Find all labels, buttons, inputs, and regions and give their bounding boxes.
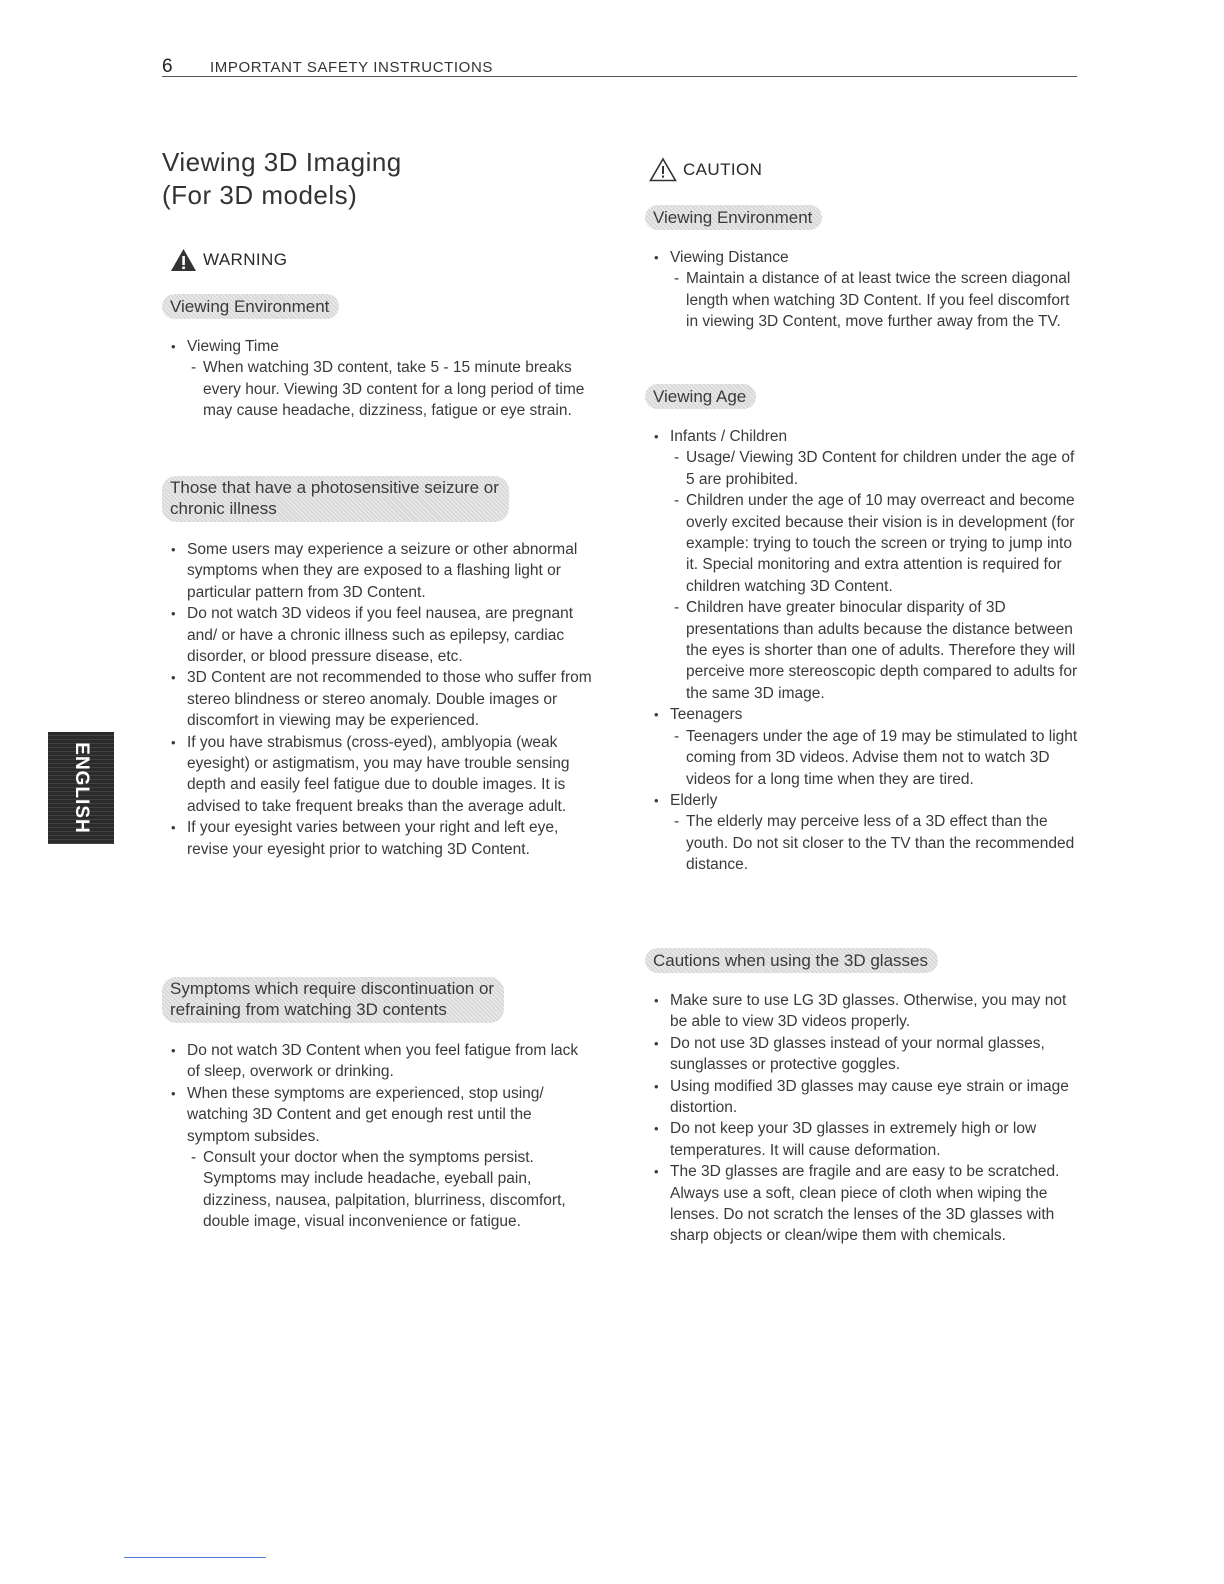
caution-heading	[649, 157, 762, 182]
section-heading-viewing-age: Viewing Age	[645, 384, 756, 409]
warning-label: WARNING	[203, 250, 288, 269]
heading-line2: refraining from watching 3D contents	[170, 1000, 447, 1019]
section-heading-symptoms	[162, 977, 504, 1023]
caution-label: CAUTION	[683, 159, 763, 179]
section-viewing-distance	[645, 247, 1085, 333]
list-item: • Do not use 3D glasses instead of your normal glasses, sunglasses or protective goggles.	[645, 1033, 1085, 1076]
list-item: • Do not watch 3D videos if you feel nausea, are pregnant and/ or have a chronic illness such as epilepsy, cardiac disorder, or blood pressure disease, etc.	[162, 603, 592, 667]
header-title: IMPORTANT SAFETY INSTRUCTIONS	[210, 59, 493, 76]
section-heading-viewing-environment: Viewing Environment	[162, 294, 339, 319]
list-item	[162, 1083, 592, 1233]
section-viewing-age	[645, 426, 1085, 876]
list-item: • Using modified 3D glasses may cause eye strain or image distortion.	[645, 1076, 1085, 1119]
section-3d-glasses	[645, 990, 1085, 1247]
page-title-line1: Viewing 3D Imaging	[162, 147, 402, 177]
page-title-line2: (For 3D models)	[162, 180, 358, 210]
page-title	[162, 146, 402, 212]
list-item	[645, 704, 1085, 790]
list-item	[645, 790, 1085, 876]
warning-icon	[170, 248, 197, 272]
warning-heading	[170, 248, 287, 272]
sub-item-text: - Usage/ Viewing 3D Content for children under the age of 5 are prohibited.	[670, 447, 1085, 490]
list-item-text: • Infants / Children	[670, 428, 788, 445]
list-item: • Make sure to use LG 3D glasses. Otherwise, you may not be able to view 3D videos properly.	[645, 990, 1085, 1033]
sub-item-text: - Maintain a distance of at least twice the screen diagonal length when watching 3D Content. If you feel discomfort in viewing 3D Content, move further away from the TV.	[670, 268, 1085, 332]
sub-item-text: - When watching 3D content, take 5 - 15 minute breaks every hour. Viewing 3D content for a long period of time may cause headache, dizziness, fatigue or eye strain.	[187, 357, 592, 421]
sub-item-text: - Children under the age of 10 may overreact and become overly excited because their vision is in development (for example: trying to touch the screen or trying to jump into it. Special monitoring and extra attention is required for children watching 3D Content.	[670, 490, 1085, 597]
sub-item-text: - The elderly may perceive less of a 3D effect than the youth. Do not sit closer to the TV than the recommended distance.	[670, 811, 1085, 875]
section-photosensitive	[162, 539, 592, 860]
list-item: • The 3D glasses are fragile and are easy to be scratched. Always use a soft, clean piece of cloth when wiping the lenses. Do not scratch the lenses of the 3D glasses with sharp objects or clean/wipe them with chemicals.	[645, 1161, 1085, 1247]
heading-line1: Those that have a photosensitive seizure or	[170, 478, 499, 497]
page-header	[162, 56, 1077, 77]
list-item	[645, 247, 1085, 333]
list-item	[645, 426, 1085, 704]
section-heading-photosensitive	[162, 476, 509, 522]
list-item-text: • Elderly	[670, 791, 718, 809]
list-item: • Some users may experience a seizure or other abnormal symptoms when they are exposed to a flashing light or particular pattern from 3D Content.	[162, 539, 592, 603]
caution-icon	[649, 157, 677, 182]
language-tab-label: ENGLISH	[71, 742, 92, 834]
heading-line2: chronic illness	[170, 499, 277, 518]
sub-item-text: - Teenagers under the age of 19 may be stimulated to light coming from 3D videos. Advise them not to watch 3D videos for a long time when they are tired.	[670, 726, 1085, 790]
list-item: • 3D Content are not recommended to those who suffer from stereo blindness or stereo anomaly. Double images or discomfort in viewing may be experienced.	[162, 667, 592, 731]
footer-rule	[124, 1557, 266, 1558]
section-symptoms	[162, 1040, 592, 1233]
list-item: • Do not keep your 3D glasses in extremely high or low temperatures. It will cause deformation.	[645, 1118, 1085, 1161]
language-tab	[48, 732, 114, 844]
heading-line1: Symptoms which require discontinuation or	[170, 979, 495, 998]
section-heading-3d-glasses: Cautions when using the 3D glasses	[645, 948, 938, 973]
list-item-text: • Teenagers	[670, 706, 743, 724]
list-item: • If you have strabismus (cross-eyed), amblyopia (weak eyesight) or astigmatism, you may have trouble sensing depth and easily feel fatigue due to double images. It is advised to take frequent breaks than the average adult.	[162, 732, 592, 818]
section-heading-viewing-environment: Viewing Environment	[645, 205, 822, 230]
sub-item-text: - Children have greater binocular disparity of 3D presentations than adults because the distance between the eyes is shorter than one of adults. Therefore they will perceive more stereoscopic depth compared to adults for the same 3D image.	[670, 597, 1085, 704]
list-item-text: • Viewing Time	[187, 338, 279, 355]
list-item-text: • Viewing Distance	[670, 249, 789, 266]
list-item: • If your eyesight varies between your right and left eye, revise your eyesight prior to watching 3D Content.	[162, 817, 592, 860]
list-item: • Do not watch 3D Content when you feel fatigue from lack of sleep, overwork or drinking.	[162, 1040, 592, 1083]
section-viewing-time	[162, 336, 592, 422]
sub-item-text: - Consult your doctor when the symptoms persist. Symptoms may include headache, eyeball pain, dizziness, nausea, palpitation, blurriness, discomfort, double image, visual inconvenience or fatigue.	[187, 1147, 592, 1233]
page-number: 6	[162, 56, 173, 77]
list-item	[162, 336, 592, 422]
list-item-text: • When these symptoms are experienced, stop using/ watching 3D Content and get enough rest until the symptom subsides.	[187, 1084, 544, 1145]
